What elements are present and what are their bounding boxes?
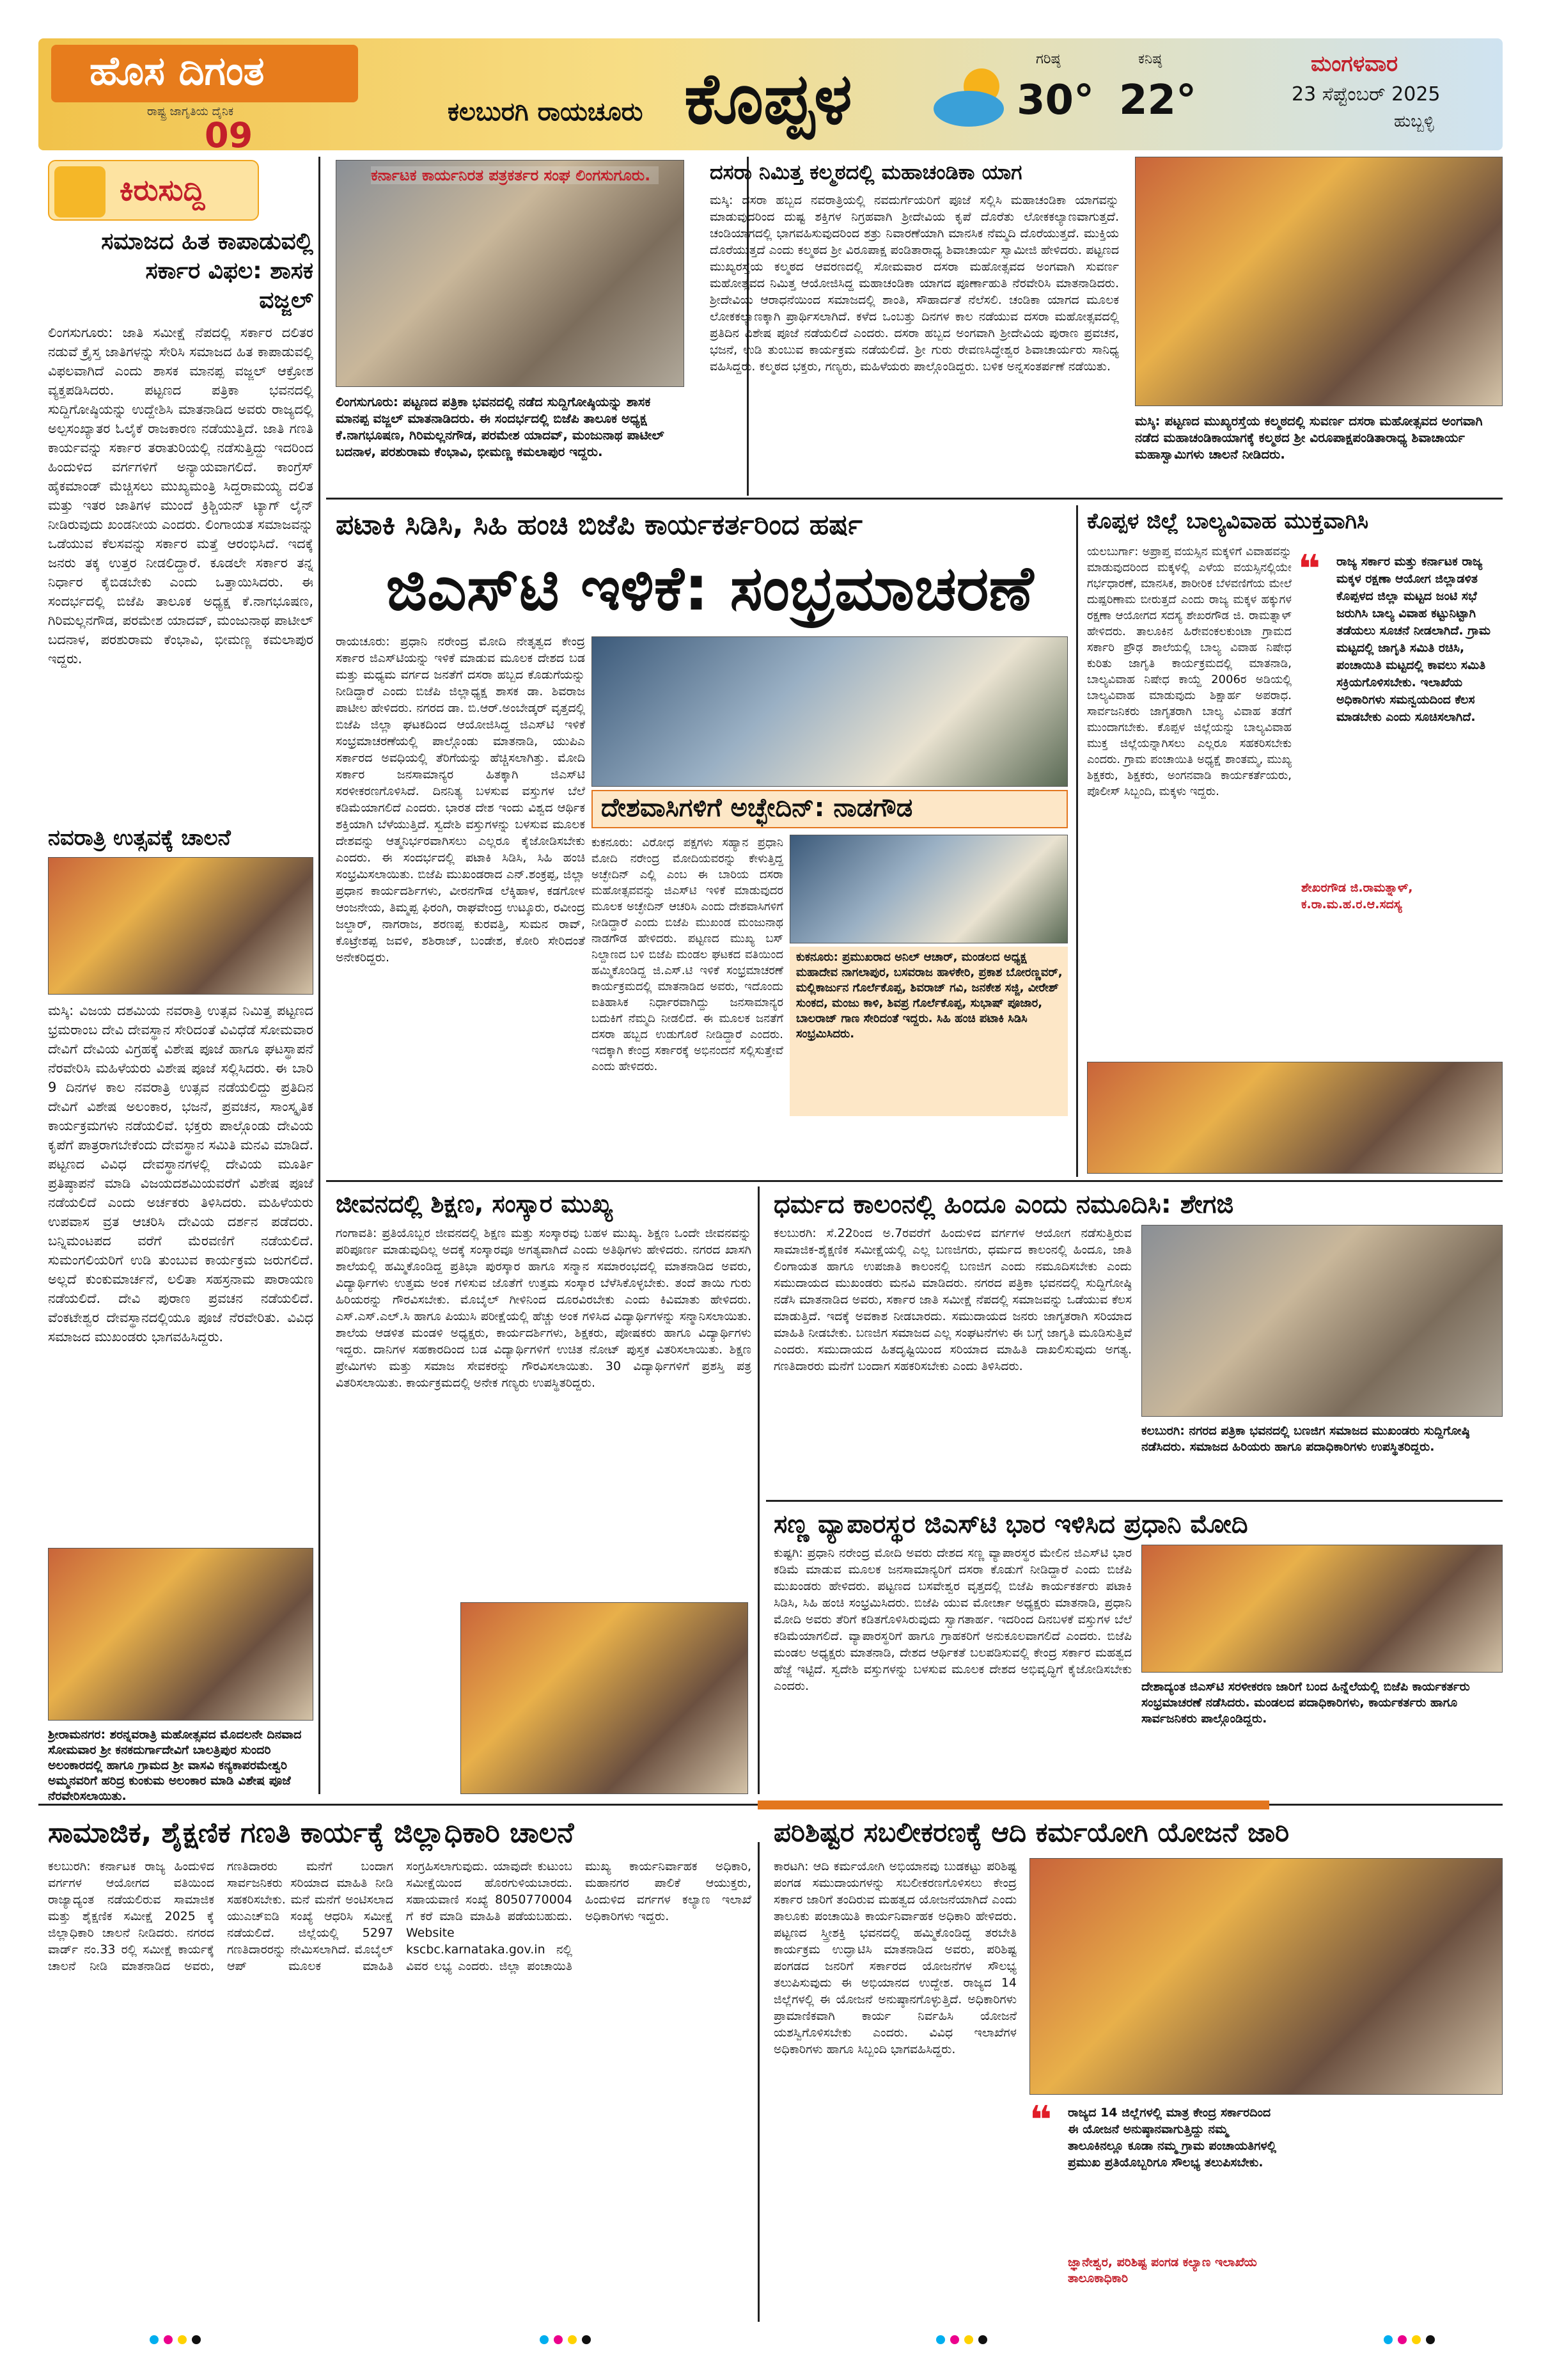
- quote-icon: ❝: [1298, 547, 1321, 592]
- max-temp: 30°: [1017, 77, 1095, 124]
- gst-headline: ಜಿಎಸ್‌ಟಿ ಇಳಿಕೆ: ಸಂಭ್ರಮಾಚರಣೆ: [386, 553, 1034, 624]
- press-meet-caption: ಲಿಂಗಸುಗೂರು: ಪಟ್ಟಣದ ಪತ್ರಿಕಾ ಭವನದಲ್ಲಿ ನಡೆದ ಸುದ್ದಿಗೋಷ್ಠಿಯನ್ನು ಶಾಸಕ ಮಾನಪ್ಪ ವಜ್ಜಲ್ ಮಾತನಾಡಿದರು. ಈ ಸಂದರ್ಭದಲ್ಲಿ ಬಿಜೆಪಿ ತಾಲೂಕ ಅಧ್ಯಕ್ಷ ಕೆ.ನಾಗಭೂಷಣ, ಗಿರಿಮಲ್ಲನಗೌಡ, ಪರಮೇಶ ಯಾದವ್, ಮಂಜುನಾಥ ಪಾಟೀಲ್ ಬದನಾಳ, ಪರಶುರಾಮ ಕೆಂಭಾವಿ, ಭೀಮಣ್ಣ ಕಮಲಾಪುರ ಇದ್ದರು.: [336, 394, 664, 459]
- education-body: ಗಂಗಾವತಿ: ಪ್ರತಿಯೊಬ್ಬರ ಜೀವನದಲ್ಲಿ ಶಿಕ್ಷಣ ಮತ್ತು ಸಂಸ್ಕಾರವು ಬಹಳ ಮುಖ್ಯ. ಶಿಕ್ಷಣ ಒಂದೇ ಜೀವನವನ್ನು ಪರಿಪೂರ್ಣ ಮಾಡುವುದಿಲ್ಲ ಅದಕ್ಕೆ ಸಂಸ್ಕಾರವೂ ಅಗತ್ಯವಾಗಿದೆ ಎಂದು ಅತಿಥಿಗಳು ಹೇಳಿದರು. ನಗರದ ಖಾಸಗಿ ಶಾಲೆಯಲ್ಲಿ ಹಮ್ಮಿಕೊಂಡಿದ್ದ ಪ್ರತಿಭಾ ಪುರಸ್ಕಾರ ಹಾಗೂ ಸನ್ಮಾನ ಸಮಾರಂಭದಲ್ಲಿ ಮಾತನಾಡಿದ ಅವರು, ವಿದ್ಯಾರ್ಥಿಗಳು ಉತ್ತಮ ಅಂಕ ಗಳಿಸುವ ಜೊತೆಗೆ ಉತ್ತಮ ಸಂಸ್ಕಾರ ಬೆಳೆಸಿಕೊಳ್ಳಬೇಕು. ತಂದೆ ತಾಯಿ ಗುರು ಹಿರಿಯರನ್ನು ಗೌರವಿಸಬೇಕು. ಮೊಬೈಲ್ ಗೀಳಿನಿಂದ ದೂರವಿರಬೇಕು ಎಂದು ಕಿವಿಮಾತು ಹೇಳಿದರು. ಎಸ್.ಎಸ್.ಎಲ್.ಸಿ ಹಾಗೂ ಪಿಯುಸಿ ಪರೀಕ್ಷೆಯಲ್ಲಿ ಹೆಚ್ಚು ಅಂಕ ಗಳಿಸಿದ ವಿದ್ಯಾರ್ಥಿಗಳನ್ನು ಸನ್ಮಾನಿಸಲಾಯಿತು. ಶಾಲೆಯ ಆಡಳಿತ ಮಂಡಳಿ ಅಧ್ಯಕ್ಷರು, ಕಾರ್ಯದರ್ಶಿಗಳು, ಶಿಕ್ಷಕರು, ಪೋಷಕರು ಹಾಗೂ ವಿದ್ಯಾರ್ಥಿಗಳು ಇದ್ದರು. ದಾನಿಗಳ ಸಹಕಾರದಿಂದ ಬಡ ವಿದ್ಯಾರ್ಥಿಗಳಿಗೆ ಉಚಿತ ನೋಟ್ ಪುಸ್ತಕ ವಿತರಿಸಲಾಯಿತು. ಶಿಕ್ಷಣ ಪ್ರೇಮಿಗಳು ಮತ್ತು ಸಮಾಜ ಸೇವಕರನ್ನು ಗೌರವಿಸಲಾಯಿತು. 30 ವಿದ್ಯಾರ್ಥಿಗಳಿಗೆ ಪ್ರಶಸ್ತಿ ಪತ್ರ ವಿತರಿಸಲಾಯಿತು. ಕಾರ್ಯಕ್ರಮದಲ್ಲಿ ಅನೇಕ ಗಣ್ಯರು ಉಪಸ್ಥಿತರಿದ್ದರು.: [336, 1226, 751, 1390]
- print-register-marks: [537, 2335, 593, 2347]
- rule: [318, 157, 320, 1794]
- yaga-caption: ಮಸ್ಕಿ: ಪಟ್ಟಣದ ಮುಖ್ಯರಸ್ತೆಯ ಕಲ್ಮಠದಲ್ಲಿ ಸುವರ್ಣ ದಸರಾ ಮಹೋತ್ಸವದ ಅಂಗವಾಗಿ ನಡೆದ ಮಹಾಚಂಡಿಕಾಯಾಗಕ್ಕೆ ಕಲ್ಮಠದ ಶ್ರೀ ವಿರೂಪಾಕ್ಷಪಂಡಿತಾರಾಧ್ಯ ಶಿವಾಚಾರ್ಯ ಮಹಾಸ್ವಾಮಿಗಳು ಚಾಲನೆ ನೀಡಿದರು.: [1135, 413, 1483, 462]
- issue-city: ಹುಬ್ಬಳ್ಳಿ: [1394, 112, 1434, 131]
- koppal-quote-author: ಶೇಖರಗೌಡ ಜಿ.ರಾಮತ್ನಾಳ್, ಕ.ರಾ.ಮ.ಹ.ರ.ಆ.ಸದಸ್ಯ: [1301, 881, 1413, 911]
- koppal-photo: [1087, 1062, 1503, 1174]
- issue-date: 23 ಸೆಪ್ಟೆಂಬರ್ 2025: [1292, 83, 1441, 106]
- story1-body: ಲಿಂಗಸುಗೂರು: ಜಾತಿ ಸಮೀಕ್ಷೆ ನೆಪದಲ್ಲಿ ಸರ್ಕಾರ ದಲಿತರ ನಡುವೆ ಕ್ರೈಸ್ತ ಜಾತಿಗಳನ್ನು ಸೇರಿಸಿ ಸಮಾಜದ ಹಿತ ಕಾಪಾಡುವಲ್ಲಿ ವಿಫಲವಾಗಿದೆ ಎಂದು ಶಾಸಕ ಮಾನಪ್ಪ ವಜ್ಜಲ್ ಆಕ್ರೋಶ ವ್ಯಕ್ತಪಡಿಸಿದರು. ಪಟ್ಟಣದ ಪತ್ರಿಕಾ ಭವನದಲ್ಲಿ ಸುದ್ದಿಗೋಷ್ಠಿಯನ್ನು ಉದ್ದೇಶಿಸಿ ಮಾತನಾಡಿದ ಅವರು ರಾಜ್ಯದಲ್ಲಿ ಅಲ್ಪಸಂಖ್ಯಾತರ ಓಲೈಕೆ ರಾಜಕಾರಣ ನಡೆಯುತ್ತಿದೆ. ಜಾತಿ ಗಣತಿ ಕಾರ್ಯವನ್ನು ಸರ್ಕಾರ ತರಾತುರಿಯಲ್ಲಿ ನಡೆಸುತ್ತಿದ್ದು ಇದರಿಂದ ಹಿಂದುಳಿದ ವರ್ಗಗಳಿಗೆ ಅನ್ಯಾಯವಾಗಲಿದೆ. ಕಾಂಗ್ರೆಸ್ ಹೈಕಮಾಂಡ್ ಮೆಚ್ಚಿಸಲು ಮುಖ್ಯಮಂತ್ರಿ ಸಿದ್ದರಾಮಯ್ಯ ದಲಿತ ಮತ್ತು ಇತರ ಜಾತಿಗಳ ಮುಂದೆ ಕ್ರಿಶ್ಚಿಯನ್ ಟ್ಯಾಗ್ ಲೈನ್ ನೀಡಿರುವುದು ಖಂಡನೀಯ ಎಂದರು. ಲಿಂಗಾಯತ ಸಮಾಜವನ್ನು ಒಡೆಯುವ ಕೆಲಸವನ್ನು ಸರ್ಕಾರ ಮತ್ತೆ ಆರಂಭಿಸಿದೆ. ಇದಕ್ಕೆ ಜನರು ತಕ್ಕ ಉತ್ತರ ನೀಡಲಿದ್ದಾರೆ. ಕೂಡಲೇ ಸರ್ಕಾರ ತನ್ನ ನಿರ್ಧಾರ ಕೈಬಿಡಬೇಕು ಎಂದು ಒತ್ತಾಯಿಸಿದರು. ಈ ಸಂದರ್ಭದಲ್ಲಿ ಬಿಜೆಪಿ ತಾಲೂಕ ಅಧ್ಯಕ್ಷ ಕೆ.ನಾಗಭೂಷಣ, ಗಿರಿಮಲ್ಲನಗೌಡ, ಪರಮೇಶ ಯಾದವ್, ಮಂಜುನಾಥ ಪಾಟೀಲ್ ಬದನಾಳ, ಪರಶುರಾಮ ಕೆಂಭಾವಿ, ಭೀಮಣ್ಣ ಕಮಲಾಪುರ ಇದ್ದರು.: [48, 325, 313, 666]
- brand-name: ಹೊಸ ದಿಗಂತ: [90, 47, 265, 94]
- gst-kicker: ಪಟಾಕಿ ಸಿಡಿಸಿ, ಸಿಹಿ ಹಂಚಿ ಬಿಜೆಪಿ ಕಾರ್ಯಕರ್ತರಿಂದ ಹರ್ಷ: [336, 508, 863, 541]
- karmayogi-photo: [1029, 1858, 1503, 2095]
- color-strip: [758, 1801, 1269, 1809]
- rule: [758, 1842, 760, 2322]
- education-headline: ಜೀವನದಲ್ಲಿ ಶಿಕ್ಷಣ, ಸಂಸ್ಕಾರ ಮುಖ್ಯ: [336, 1190, 613, 1218]
- yaga-photo: [1135, 157, 1503, 406]
- press-meet-photo: [336, 160, 684, 387]
- karmayogi-quote-author: ಜ್ಞಾನೇಶ್ವರ, ಪರಿಶಿಷ್ಟ ಪಂಗಡ ಕಲ್ಯಾಣ ಇಲಾಖೆಯ ತಾಲೂಕಾಧಿಕಾರಿ: [1068, 2255, 1257, 2285]
- rule: [1076, 505, 1078, 1177]
- goddess-caption: ಶ್ರೀರಾಮನಗರ: ಶರನ್ನವರಾತ್ರಿ ಮಹೋತ್ಸವದ ಮೊದಲನೇ ದಿನವಾದ ಸೋಮವಾರ ಶ್ರೀ ಕನಕದುರ್ಗಾದೇವಿಗೆ ಬಾಲತ್ರಿಪುರ ಸುಂದರಿ ಅಲಂಕಾರದಲ್ಲಿ ಹಾಗೂ ಗ್ರಾಮದ ಶ್ರೀ ವಾಸವಿ ಕನ್ಯಕಾಪರಮೇಶ್ವರಿ ಅಮ್ಮನವರಿಗೆ ಹರಿದ್ರ ಕುಂಕುಮ ಅಲಂಕಾರ ಮಾಡಿ ವಿಶೇಷ ಪೂಜೆ ನೆರವೇರಿಸಲಾಯಿತು.: [48, 1728, 302, 1803]
- masthead: [38, 38, 1503, 155]
- story2-photo: [48, 857, 313, 995]
- edition-cities: ಕಲಬುರಗಿ ರಾಯಚೂರು: [448, 97, 643, 127]
- kirusuddi-badge: [48, 160, 259, 221]
- quote-icon: ❝: [1029, 2098, 1052, 2143]
- gst-sub-body: ಕುಕನೂರು: ವಿರೋಧ ಪಕ್ಷಗಳು ಸಹ್ಯಾನ ಪ್ರಧಾನಿ ಮೋದಿ ನರೇಂದ್ರ ಮೋದಿಯವರನ್ನು ಕೇಳುತ್ತಿದ್ದ ಅಚ್ಛೇದಿನ್ ಎಲ್ಲಿ ಎಂಬ ಈ ಬಾರಿಯ ದಸರಾ ಮಹೋತ್ಸವವನ್ನು ಜಿಎಸ್‌ಟಿ ಇಳಿಕೆ ಮಾಡುವುದರ ಮೂಲಕ ಅಚ್ಛೇದಿನ್ ಆಚರಿಸಿ ಎಂದು ದೇಶವಾಸಿಗಳಿಗೆ ನೀಡಿದ್ದಾರೆ ಎಂದು ಬಿಜೆಪಿ ಮುಖಂಡ ಮಂಜುನಾಥ ನಾಡಗೌಡ ಹೇಳಿದರು. ಪಟ್ಟಣದ ಮುಖ್ಯ ಬಸ್ ನಿಲ್ದಾಣದ ಬಳಿ ಬಿಜೆಪಿ ಮಂಡಲ ಘಟಕದ ವತಿಯಿಂದ ಹಮ್ಮಿಕೊಂಡಿದ್ದ ಜಿ.ಎಸ್.ಟಿ ಇಳಿಕೆ ಸಂಭ್ರಮಾಚರಣೆ ಕಾರ್ಯಕ್ರಮದಲ್ಲಿ ಮಾತನಾಡಿದ ಅವರು, ಇದೊಂದು ಐತಿಹಾಸಿಕ ನಿರ್ಧಾರವಾಗಿದ್ದು ಜನಸಾಮಾನ್ಯರ ಬದುಕಿಗೆ ನೆಮ್ಮದಿ ನೀಡಲಿದೆ. ಈ ಮೂಲಕ ಜನತೆಗೆ ದಸರಾ ಹಬ್ಬದ ಉಡುಗೊರೆ ನೀಡಿದ್ದಾರೆ ಎಂದರು. ಇದಕ್ಕಾಗಿ ಕೇಂದ್ರ ಸರ್ಕಾರಕ್ಕೆ ಅಭಿನಂದನೆ ಸಲ್ಲಿಸುತ್ತೇವೆ ಎಂದು ಹೇಳಿದರು.: [591, 836, 783, 1073]
- max-label: ಗರಿಷ್ಠ: [1036, 51, 1061, 67]
- issue-day: ಮಂಗಳವಾರ: [1311, 51, 1398, 77]
- press-banner: ಕರ್ನಾಟಕ ಕಾರ್ಯನಿರತ ಪತ್ರಕರ್ತರ ಸಂಘ ಲಿಂಗಸುಗೂರು.: [371, 166, 659, 184]
- rule: [758, 1186, 760, 1794]
- edition-name: ಕೊಪ್ಪಳ: [684, 58, 852, 139]
- hindu-photo: [1141, 1225, 1503, 1417]
- gst-body: ರಾಯಚೂರು: ಪ್ರಧಾನಿ ನರೇಂದ್ರ ಮೋದಿ ನೇತೃತ್ವದ ಕೇಂದ್ರ ಸರ್ಕಾರ ಜಿಎಸ್‌ಟಿಯನ್ನು ಇಳಿಕೆ ಮಾಡುವ ಮೂಲಕ ದೇಶದ ಬಡ ಮತ್ತು ಮಧ್ಯಮ ವರ್ಗದ ಜನತೆಗೆ ದಸರಾ ಹಬ್ಬದ ಕೊಡುಗೆಯನ್ನು ನೀಡಿದ್ದಾರೆ ಎಂದು ಬಿಜೆಪಿ ಜಿಲ್ಲಾಧ್ಯಕ್ಷ ಶಾಸಕ ಡಾ. ಶಿವರಾಜ ಪಾಟೀಲ ಹೇಳಿದರು. ನಗರದ ಡಾ. ಬಿ.ಆರ್.ಅಂಬೇಡ್ಕರ್ ವೃತ್ತದಲ್ಲಿ ಬಿಜೆಪಿ ಜಿಲ್ಲಾ ಘಟಕದಿಂದ ಆಯೋಜಿಸಿದ್ದ ಜಿಎಸ್‌ಟಿ ಇಳಿಕೆ ಸಂಭ್ರಮಾಚರಣೆಯಲ್ಲಿ ಪಾಲ್ಗೊಂಡು ಮಾತನಾಡಿ, ಯುಪಿಎ ಸರ್ಕಾರದ ಅವಧಿಯಲ್ಲಿ ತೆರಿಗೆಯನ್ನು ಹೆಚ್ಚಿಸಲಾಗಿತ್ತು. ಮೋದಿ ಸರ್ಕಾರ ಜನಸಾಮಾನ್ಯರ ಹಿತಕ್ಕಾಗಿ ಜಿಎಸ್‌ಟಿ ಸರಳೀಕರಣಗೊಳಿಸಿದೆ. ದಿನನಿತ್ಯ ಬಳಸುವ ವಸ್ತುಗಳ ಬೆಲೆ ಕಡಿಮೆಯಾಗಲಿದೆ ಎಂದರು. ಭಾರತ ದೇಶ ಇಂದು ವಿಶ್ವದ ಆರ್ಥಿಕ ಶಕ್ತಿಯಾಗಿ ಬೆಳೆಯುತ್ತಿದೆ. ಸ್ವದೇಶಿ ವಸ್ತುಗಳನ್ನು ಬಳಸುವ ಮೂಲಕ ದೇಶವನ್ನು ಆತ್ಮನಿರ್ಭರವಾಗಿಸಲು ಎಲ್ಲರೂ ಕೈಜೋಡಿಸಬೇಕು ಎಂದರು. ಈ ಸಂದರ್ಭದಲ್ಲಿ ಪಟಾಕಿ ಸಿಡಿಸಿ, ಸಿಹಿ ಹಂಚಿ ಸಂಭ್ರಮಿಸಲಾಯಿತು. ಬಿಜೆಪಿ ಮುಖಂಡರಾದ ಎನ್.ಶಂಕ್ರಪ್ಪ, ಜಿಲ್ಲಾ ಪ್ರಧಾನ ಕಾರ್ಯದರ್ಶಿಗಳು, ವೀರನಗೌಡ ಲೆಕ್ಕಿಹಾಳ, ಕಡಗೋಳ ಆಂಜನೇಯ, ತಿಮ್ಮಪ್ಪ ಫಿರಂಗಿ, ರಾಘವೇಂದ್ರ ಉಟ್ಕೂರು, ರವೀಂದ್ರ ಜಲ್ದಾರ್, ನಾಗರಾಜ, ಶರಣಪ್ಪ ಕುರವತ್ತಿ, ಸುಮನ ರಾವ್, ಕೊಟ್ರೇಶಪ್ಪ ಜವಳಿ, ಶಶಿರಾಜ್, ಬಂಡೇಶ, ಕೋರಿ ಸೇರಿದಂತೆ ಅನೇಕರಿದ್ದರು.: [336, 634, 585, 965]
- weather-icon: [930, 61, 1013, 131]
- gst-sub-headline: ದೇಶವಾಸಿಗಳಿಗೆ ಅಚ್ಛೇದಿನ್: ನಾಡಗೌಡ: [601, 793, 913, 823]
- trader-caption: ದೇಶಾದ್ಯಂತ ಜಿಎಸ್‌ಟಿ ಸರಳೀಕರಣ ಜಾರಿಗೆ ಬಂದ ಹಿನ್ನೆಲೆಯಲ್ಲಿ ಬಿಜೆಪಿ ಕಾರ್ಯಕರ್ತರು ಸಂಭ್ರಮಾಚರಣೆ ನಡೆಸಿದರು. ಮಂಡಲದ ಪದಾಧಿಕಾರಿಗಳು, ಕಾರ್ಯಕರ್ತರು ಹಾಗೂ ಸಾರ್ವಜನಿಕರು ಪಾಲ್ಗೊಂಡಿದ್ದರು.: [1141, 1680, 1470, 1726]
- karmayogi-headline: ಪರಿಶಿಷ್ಟರ ಸಬಲೀಕರಣಕ್ಕೆ ಆದಿ ಕರ್ಮಯೋಗಿ ಯೋಜನೆ ಜಾರಿ: [774, 1817, 1290, 1848]
- print-register-marks: [1381, 2335, 1437, 2347]
- dasara-headline: ದಸರಾ ನಿಮಿತ್ತ ಕಲ್ಮಠದಲ್ಲಿ ಮಹಾಚಂಡಿಕಾ ಯಾಗ: [710, 160, 1022, 184]
- census-headline: ಸಾಮಾಜಿಕ, ಶೈಕ್ಷಣಿಕ ಗಣತಿ ಕಾರ್ಯಕ್ಕೆ ಜಿಲ್ಲಾಧಿಕಾರಿ ಚಾಲನೆ: [48, 1817, 574, 1849]
- koppal-headline: ಕೊಪ್ಪಳ ಜಿಲ್ಲೆ ಬಾಲ್ಯವಿವಾಹ ಮುಕ್ತವಾಗಿಸಿ: [1087, 508, 1369, 534]
- goddess-photo: [48, 1548, 313, 1721]
- census-body: ಕಲಬುರಗಿ: ಕರ್ನಾಟಕ ರಾಜ್ಯ ಹಿಂದುಳಿದ ವರ್ಗಗಳ ಆಯೋಗದ ವತಿಯಿಂದ ರಾಜ್ಯಾದ್ಯಂತ ನಡೆಯಲಿರುವ ಸಾಮಾಜಿಕ ಮತ್ತು ಶೈಕ್ಷಣಿಕ ಸಮೀಕ್ಷೆ 2025 ಕ್ಕೆ ಜಿಲ್ಲಾಧಿಕಾರಿ ಚಾಲನೆ ನೀಡಿದರು. ನಗರದ ವಾರ್ಡ್ ನಂ.33 ರಲ್ಲಿ ಸಮೀಕ್ಷೆ ಕಾರ್ಯಕ್ಕೆ ಚಾಲನೆ ನೀಡಿ ಮಾತನಾಡಿದ ಅವರು, ಗಣತಿದಾರರು ಮನೆಗೆ ಬಂದಾಗ ಸಾರ್ವಜನಿಕರು ಸರಿಯಾದ ಮಾಹಿತಿ ನೀಡಿ ಸಹಕರಿಸಬೇಕು. ಮನೆ ಮನೆಗೆ ಅಂಟಿಸಲಾದ ಯುಎಚ್‌ಐಡಿ ಸಂಖ್ಯೆ ಆಧರಿಸಿ ಸಮೀಕ್ಷೆ ನಡೆಯಲಿದೆ. ಜಿಲ್ಲೆಯಲ್ಲಿ 5297 ಗಣತಿದಾರರನ್ನು ನೇಮಿಸಲಾಗಿದೆ. ಮೊಬೈಲ್ ಆಪ್ ಮೂಲಕ ಮಾಹಿತಿ ಸಂಗ್ರಹಿಸಲಾಗುವುದು. ಯಾವುದೇ ಕುಟುಂಬ ಸಮೀಕ್ಷೆಯಿಂದ ಹೊರಗುಳಿಯಬಾರದು. ಸಹಾಯವಾಣಿ ಸಂಖ್ಯೆ 8050770004 ಗೆ ಕರೆ ಮಾಡಿ ಮಾಹಿತಿ ಪಡೆಯಬಹುದು. Website kscbc.karnataka.gov.in ನಲ್ಲಿ ವಿವರ ಲಭ್ಯ ಎಂದರು. ಜಿಲ್ಲಾ ಪಂಚಾಯಿತಿ ಮುಖ್ಯ ಕಾರ್ಯನಿರ್ವಾಹಕ ಅಧಿಕಾರಿ, ಮಹಾನಗರ ಪಾಲಿಕೆ ಆಯುಕ್ತರು, ಹಿಂದುಳಿದ ವರ್ಗಗಳ ಕಲ್ಯಾಣ ಇಲಾಖೆ ಅಧಿಕಾರಿಗಳು ಇದ್ದರು.: [48, 1859, 751, 1973]
- rule: [766, 1500, 1503, 1502]
- story1-headline: ಸಮಾಜದ ಹಿತ ಕಾಪಾಡುವಲ್ಲಿ ಸರ್ಕಾರ ವಿಫಲ: ಶಾಸಕ ವಜ್ಜಲ್: [101, 228, 313, 313]
- hindu-caption: ಕಲಬುರಗಿ: ನಗರದ ಪತ್ರಿಕಾ ಭವನದಲ್ಲಿ ಬಣಜಿಗ ಸಮಾಜದ ಮುಖಂಡರು ಸುದ್ದಿಗೋಷ್ಠಿ ನಡೆಸಿದರು. ಸಮಾಜದ ಹಿರಿಯರು ಹಾಗೂ ಪದಾಧಿಕಾರಿಗಳು ಉಪಸ್ಥಿತರಿದ್ದರು.: [1141, 1424, 1470, 1454]
- hand-icon: [54, 166, 106, 217]
- trader-photo: [1141, 1545, 1503, 1673]
- min-temp: 22°: [1119, 77, 1197, 124]
- trader-headline: ಸಣ್ಣ ವ್ಯಾಪಾರಸ್ಥರ ಜಿಎಸ್‌ಟಿ ಭಾರ ಇಳಿಸಿದ ಪ್ರಧಾನಿ ಮೋದಿ: [774, 1509, 1248, 1539]
- trader-body: ಕುಷ್ಟಗಿ: ಪ್ರಧಾನಿ ನರೇಂದ್ರ ಮೋದಿ ಅವರು ದೇಶದ ಸಣ್ಣ ವ್ಯಾಪಾರಸ್ಥರ ಮೇಲಿನ ಜಿಎಸ್‌ಟಿ ಭಾರ ಕಡಿಮೆ ಮಾಡುವ ಮೂಲಕ ಜನಸಾಮಾನ್ಯರಿಗೆ ದಸರಾ ಕೊಡುಗೆ ನೀಡಿದ್ದಾರೆ ಎಂದು ಬಿಜೆಪಿ ಮುಖಂಡರು ಹೇಳಿದರು. ಪಟ್ಟಣದ ಬಸವೇಶ್ವರ ವೃತ್ತದಲ್ಲಿ ಬಿಜೆಪಿ ಕಾರ್ಯಕರ್ತರು ಪಟಾಕಿ ಸಿಡಿಸಿ, ಸಿಹಿ ಹಂಚಿ ಸಂಭ್ರಮಿಸಿದರು. ಬಿಜೆಪಿ ಯುವ ಮೋರ್ಚಾ ಅಧ್ಯಕ್ಷರು ಮಾತನಾಡಿ, ಪ್ರಧಾನಿ ಮೋದಿ ಅವರು ತೆರಿಗೆ ಕಡಿತಗೊಳಿಸಿರುವುದು ಸ್ವಾಗತಾರ್ಹ. ಇದರಿಂದ ದಿನಬಳಕೆ ವಸ್ತುಗಳ ಬೆಲೆ ಕಡಿಮೆಯಾಗಲಿದೆ. ವ್ಯಾಪಾರಸ್ಥರಿಗೆ ಹಾಗೂ ಗ್ರಾಹಕರಿಗೆ ಅನುಕೂಲವಾಗಲಿದೆ ಎಂದರು. ಬಿಜೆಪಿ ಮಂಡಲ ಅಧ್ಯಕ್ಷರು ಮಾತನಾಡಿ, ದೇಶದ ಆರ್ಥಿಕತೆ ಬಲಪಡಿಸುವಲ್ಲಿ ಕೇಂದ್ರ ಸರ್ಕಾರ ಮಹತ್ವದ ಹೆಜ್ಜೆ ಇಟ್ಟಿದೆ. ಸ್ವದೇಶಿ ವಸ್ತುಗಳನ್ನು ಬಳಸುವ ಮೂಲಕ ದೇಶದ ಅಭಿವೃದ್ಧಿಗೆ ಕೈಜೋಡಿಸಬೇಕು ಎಂದರು.: [774, 1546, 1132, 1693]
- koppal-body: ಯಲಬುರ್ಗಾ: ಅಪ್ರಾಪ್ತ ವಯಸ್ಸಿನ ಮಕ್ಕಳಿಗೆ ವಿವಾಹವನ್ನು ಮಾಡುವುದರಿಂದ ಮಕ್ಕಳಲ್ಲಿ ಎಳೆಯ ವಯಸ್ಸಿನಲ್ಲಿಯೇ ಗರ್ಭಧಾರಣೆ, ಮಾನಸಿಕ, ಶಾರೀರಿಕ ಬೆಳವಣಿಗೆಯ ಮೇಲೆ ದುಷ್ಪರಿಣಾಮ ಬೀರುತ್ತದೆ ಎಂದು ರಾಜ್ಯ ಮಕ್ಕಳ ಹಕ್ಕುಗಳ ರಕ್ಷಣಾ ಆಯೋಗದ ಸದಸ್ಯ ಶೇಖರಗೌಡ ಜಿ. ರಾಮತ್ನಾಳ್ ಹೇಳಿದರು. ತಾಲೂಕಿನ ಹಿರೇವಂಕಲಕುಂಟಾ ಗ್ರಾಮದ ಸರ್ಕಾರಿ ಪ್ರೌಢ ಶಾಲೆಯಲ್ಲಿ ಬಾಲ್ಯ ವಿವಾಹ ನಿಷೇಧ ಕುರಿತು ಜಾಗೃತಿ ಕಾರ್ಯಕ್ರಮದಲ್ಲಿ ಮಾತನಾಡಿ, ಬಾಲ್ಯವಿವಾಹ ನಿಷೇಧ ಕಾಯ್ದೆ 2006ರ ಅಡಿಯಲ್ಲಿ ಬಾಲ್ಯವಿವಾಹ ಮಾಡುವುದು ಶಿಕ್ಷಾರ್ಹ ಅಪರಾಧ. ಸಾರ್ವಜನಿಕರು ಜಾಗೃತರಾಗಿ ಬಾಲ್ಯ ವಿವಾಹ ತಡೆಗೆ ಮುಂದಾಗಬೇಕು. ಕೊಪ್ಪಳ ಜಿಲ್ಲೆಯನ್ನು ಬಾಲ್ಯವಿವಾಹ ಮುಕ್ತ ಜಿಲ್ಲೆಯನ್ನಾಗಿಸಲು ಎಲ್ಲರೂ ಸಹಕರಿಸಬೇಕು ಎಂದರು. ಗ್ರಾಮ ಪಂಚಾಯಿತಿ ಅಧ್ಯಕ್ಷೆ ಶಾಂತಮ್ಮ, ಮುಖ್ಯ ಶಿಕ್ಷಕರು, ಶಿಕ್ಷಕರು, ಅಂಗನವಾಡಿ ಕಾರ್ಯಕರ್ತೆಯರು, ಪೊಲೀಸ್ ಸಿಬ್ಬಂದಿ, ಮಕ್ಕಳು ಇದ್ದರು.: [1087, 545, 1292, 798]
- koppal-quote: ರಾಜ್ಯ ಸರ್ಕಾರ ಮತ್ತು ಕರ್ನಾಟಕ ರಾಜ್ಯ ಮಕ್ಕಳ ರಕ್ಷಣಾ ಆಯೋಗ ಜಿಲ್ಲಾಡಳಿತ ಕೊಪ್ಪಳದ ಜಿಲ್ಲಾ ಮಟ್ಟದ ಜಂಟಿ ಸಭೆ ಜರುಗಿಸಿ ಬಾಲ್ಯ ವಿವಾಹ ಕಟ್ಟುನಿಟ್ಟಾಗಿ ತಡೆಯಲು ಸೂಚನೆ ನೀಡಲಾಗಿದೆ. ಗ್ರಾಮ ಮಟ್ಟದಲ್ಲಿ ಜಾಗೃತಿ ಸಮಿತಿ ರಚಿಸಿ, ಪಂಚಾಯಿತಿ ಮಟ್ಟದಲ್ಲಿ ಕಾವಲು ಸಮಿತಿ ಸಕ್ರಿಯಗೊಳಿಸಬೇಕು. ಇಲಾಖೆಯ ಅಧಿಕಾರಿಗಳು ಸಮನ್ವಯದಿಂದ ಕೆಲಸ ಮಾಡಬೇಕು ಎಂದು ಸೂಚಿಸಲಾಗಿದೆ.: [1336, 555, 1491, 724]
- hindu-headline: ಧರ್ಮದ ಕಾಲಂನಲ್ಲಿ ಹಿಂದೂ ಎಂದು ನಮೂದಿಸಿ: ಶೇಗಜಿ: [774, 1190, 1234, 1219]
- story2-headline: ನವರಾತ್ರಿ ಉತ್ಸವಕ್ಕೆ ಚಾಲನೆ: [48, 825, 231, 851]
- hindu-body: ಕಲಬುರಗಿ: ಸೆ.22ರಿಂದ ಅ.7ರವರೆಗೆ ಹಿಂದುಳಿದ ವರ್ಗಗಳ ಆಯೋಗ ನಡೆಸುತ್ತಿರುವ ಸಾಮಾಜಿಕ-ಶೈಕ್ಷಣಿಕ ಸಮೀಕ್ಷೆಯಲ್ಲಿ ಎಲ್ಲ ಬಣಜಿಗರು, ಧರ್ಮದ ಕಾಲಂನಲ್ಲಿ ಹಿಂದೂ, ಜಾತಿ ಲಿಂಗಾಯತ ಹಾಗೂ ಉಪಜಾತಿ ಕಾಲಂನಲ್ಲಿ ಬಣಜಿಗ ಎಂದು ನಮೂದಿಸಬೇಕು ಎಂದು ಸಮುದಾಯದ ಮುಖಂಡರು ಮನವಿ ಮಾಡಿದರು. ನಗರದ ಪತ್ರಿಕಾ ಭವನದಲ್ಲಿ ಸುದ್ದಿಗೋಷ್ಠಿ ನಡೆಸಿ ಮಾತನಾಡಿದ ಅವರು, ಸರ್ಕಾರ ಜಾತಿ ಸಮೀಕ್ಷೆ ನೆಪದಲ್ಲಿ ಸಮಾಜವನ್ನು ಒಡೆಯುವ ಕೆಲಸ ಮಾಡುತ್ತಿದೆ. ಇದಕ್ಕೆ ಅವಕಾಶ ನೀಡಬಾರದು. ಸಮುದಾಯದ ಜನರು ಜಾಗೃತರಾಗಿ ಸರಿಯಾದ ಮಾಹಿತಿ ನೀಡಬೇಕು. ಬಣಜಿಗ ಸಮಾಜದ ಎಲ್ಲ ಸಂಘಟನೆಗಳು ಈ ಬಗ್ಗೆ ಜಾಗೃತಿ ಮೂಡಿಸುತ್ತಿವೆ ಎಂದರು. ಸಮುದಾಯದ ಹಿತದೃಷ್ಟಿಯಿಂದ ಸರಿಯಾದ ಮಾಹಿತಿ ದಾಖಲಿಸುವುದು ಅಗತ್ಯ. ಗಣತಿದಾರರು ಮನೆಗೆ ಬಂದಾಗ ಸಹಕರಿಸಬೇಕು ಎಂದು ತಿಳಿಸಿದರು.: [774, 1226, 1132, 1373]
- story2-body: ಮಸ್ಕಿ: ವಿಜಯ ದಶಮಿಯ ನವರಾತ್ರಿ ಉತ್ಸವ ನಿಮಿತ್ತ ಪಟ್ಟಣದ ಭ್ರಮರಾಂಬ ದೇವಿ ದೇವಸ್ಥಾನ ಸೇರಿದಂತೆ ವಿವಿಧೆಡೆ ಸೋಮವಾರ ದೇವಿಗೆ ದೇವಿಯ ವಿಗ್ರಹಕ್ಕೆ ವಿಶೇಷ ಪೂಜೆ ಹಾಗೂ ಘಟಸ್ಥಾಪನೆ ನೆರವೇರಿಸಿ ಮಹಿಳೆಯರು ವಿಶೇಷ ಪೂಜೆ ಸಲ್ಲಿಸಿದರು. ಈ ಬಾರಿ 9 ದಿನಗಳ ಕಾಲ ನವರಾತ್ರಿ ಉತ್ಸವ ನಡೆಯಲಿದ್ದು ಪ್ರತಿದಿನ ದೇವಿಗೆ ವಿಶೇಷ ಅಲಂಕಾರ, ಭಜನೆ, ಪ್ರವಚನ, ಸಾಂಸ್ಕೃತಿಕ ಕಾರ್ಯಕ್ರಮಗಳು ನಡೆಯಲಿವೆ. ಭಕ್ತರು ಪಾಲ್ಗೊಂಡು ದೇವಿಯ ಕೃಪೆಗೆ ಪಾತ್ರರಾಗಬೇಕೆಂದು ದೇವಸ್ಥಾನ ಸಮಿತಿ ಮನವಿ ಮಾಡಿದೆ. ಪಟ್ಟಣದ ವಿವಿಧ ದೇವಸ್ಥಾನಗಳಲ್ಲಿ ದೇವಿಯ ಮೂರ್ತಿ ಪ್ರತಿಷ್ಠಾಪನೆ ಮಾಡಿ ವಿಜಯದಶಮಿಯವರೆಗೆ ವಿಶೇಷ ಪೂಜೆ ನಡೆಯಲಿದೆ ಎಂದು ಅರ್ಚಕರು ತಿಳಿಸಿದರು. ಮಹಿಳೆಯರು ಉಪವಾಸ ವ್ರತ ಆಚರಿಸಿ ದೇವಿಯ ದರ್ಶನ ಪಡೆದರು. ಬನ್ನಿಮಂಟಪದ ವರೆಗೆ ಮೆರವಣಿಗೆ ನಡೆಯಲಿದೆ. ಸುಮಂಗಲಿಯರಿಗೆ ಉಡಿ ತುಂಬುವ ಕಾರ್ಯಕ್ರಮ ಜರುಗಲಿದೆ. ಅಲ್ಲದೆ ಕುಂಕುಮಾರ್ಚನೆ, ಲಲಿತಾ ಸಹಸ್ರನಾಮ ಪಾರಾಯಣ ನಡೆಯಲಿದೆ. ದೇವಿ ಪುರಾಣ ಪ್ರವಚನ ನಡೆಯಲಿದೆ. ವೆಂಕಟೇಶ್ವರ ದೇವಸ್ಥಾನದಲ್ಲಿಯೂ ಪೂಜೆ ನೆರವೇರಿತು. ವಿವಿಧ ಸಮಾಜದ ಮುಖಂಡರು ಭಾಗವಹಿಸಿದ್ದರು.: [48, 1003, 313, 1344]
- karmayogi-quote: ರಾಜ್ಯದ 14 ಜಿಲ್ಲೆಗಳಲ್ಲಿ ಮಾತ್ರ ಕೇಂದ್ರ ಸರ್ಕಾರದಿಂದ ಈ ಯೋಜನೆ ಅನುಷ್ಠಾನವಾಗುತ್ತಿದ್ದು ನಮ್ಮ ತಾಲೂಕಿನಲ್ಲೂ ಕೂಡಾ ನಮ್ಮ ಗ್ರಾಮ ಪಂಚಾಯತಿಗಳಲ್ಲಿ ಪ್ರಮುಖ ಪ್ರತಿಯೊಬ್ಬರಿಗೂ ಸೌಲಭ್ಯ ತಲುಪಿಸಬೇಕು.: [1068, 2106, 1277, 2170]
- gst-photo-2-caption: ಕುಕನೂರು: ಪ್ರಮುಖರಾದ ಅನಿಲ್ ಆಚಾರ್, ಮಂಡಲದ ಅಧ್ಯಕ್ಷ ಮಹಾದೇವ ನಾಗಲಾಪುರ, ಬಸವರಾಜ ಹಾಳಕೇರಿ, ಪ್ರಕಾಶ ಬೋರಣ್ಣವರ್, ಮಲ್ಲಿಕಾರ್ಜುನ ಗೊರ್ಲೆಕೊಪ್ಪ, ಶಿವರಾಜ್ ಗವಿ, ಜನಕೇಶ ಸಜ್ಜಿ, ವೀರೇಶ್ ಸುಂಕದ, ಮಂಜು ಕಾಳಿ, ಶಿವಪ್ರ ಗೊರ್ಲೆಕೊಪ್ಪ, ಸುಭಾಷ್ ಪೂಜಾರ, ಬಾಲರಾಜ್ ಗಾಣ ಸೇರಿದಂತೆ ಇದ್ದರು. ಸಿಹಿ ಹಂಚಿ ಪಟಾಕಿ ಸಿಡಿಸಿ ಸಂಭ್ರಮಿಸಿದರು.: [796, 950, 1063, 1041]
- rule: [326, 1180, 1503, 1182]
- min-label: ಕನಿಷ್ಠ: [1138, 51, 1162, 67]
- kirusuddi-label: ಕಿರುಸುದ್ದಿ: [120, 173, 205, 207]
- education-photo: [460, 1602, 748, 1794]
- gst-photo-2: [790, 835, 1068, 943]
- dasara-body: ಮಸ್ಕಿ: ದಸರಾ ಹಬ್ಬದ ನವರಾತ್ರಿಯಲ್ಲಿ ನವದುರ್ಗೆಯರಿಗೆ ಪೂಜೆ ಸಲ್ಲಿಸಿ ಮಹಾಚಂಡಿಕಾ ಯಾಗವನ್ನು ಮಾಡುವುದರಿಂದ ದುಷ್ಟ ಶಕ್ತಿಗಳ ನಿಗ್ರಹವಾಗಿ ಶ್ರೀದೇವಿಯ ಕೃಪೆ ದೊರೆತು ಲೋಕಕಲ್ಯಾಣವಾಗುತ್ತದೆ. ಚಂಡಿಯಾಗದಲ್ಲಿ ಭಾಗವಹಿಸುವುದರಿಂದ ಶತ್ರು ನಿವಾರಣೆಯಾಗಿ ಮಾನಸಿಕ ನೆಮ್ಮದಿ ದೊರೆಯುತ್ತದೆ. ಮುಕ್ತಿಯ ದೊರೆಯುತ್ತದೆ ಎಂದು ಕಲ್ಮಠದ ಶ್ರೀ ವಿರೂಪಾಕ್ಷ ಪಂಡಿತಾರಾಧ್ಯ ಶಿವಾಚಾರ್ಯ ಸ್ವಾಮೀಜಿ ಹೇಳಿದರು. ಪಟ್ಟಣದ ಮುಖ್ಯರಸ್ತೆಯ ಕಲ್ಮಠದ ಆವರಣದಲ್ಲಿ ಸೋಮವಾರ ದಸರಾ ಮಹೋತ್ಸವದ ಅಂಗವಾಗಿ ಸುವರ್ಣ ಮಹೋತ್ಸವದ ನಿಮಿತ್ತ ಆಯೋಜಿಸಿದ್ದ ಮಹಾಚಂಡಿಕಾ ಯಾಗದ ಪೂರ್ಣಾಹುತಿ ನೆರವೇರಿಸಿ ಮಾತನಾಡಿದರು. ಶ್ರೀದೇವಿಯ ಆರಾಧನೆಯಿಂದ ಸಮಾಜದಲ್ಲಿ ಶಾಂತಿ, ಸೌಹಾರ್ದತೆ ನೆಲೆಸಲಿ. ಚಂಡಿಕಾ ಯಾಗದ ಮೂಲಕ ಲೋಕಕಲ್ಯಾಣಕ್ಕಾಗಿ ಪ್ರಾರ್ಥಿಸಲಾಗಿದೆ. ಕಳೆದ ಒಂಬತ್ತು ದಿನಗಳ ಕಾಲ ನಡೆಯುವ ದಸರಾ ಮಹೋತ್ಸವದಲ್ಲಿ ಪ್ರತಿದಿನ ವಿಶೇಷ ಪೂಜೆ ನಡೆಯಲಿದೆ ಎಂದರು. ದಸರಾ ಹಬ್ಬದ ಅಂಗವಾಗಿ ಶ್ರೀದೇವಿಯ ಪುರಾಣ ಪ್ರವಚನ, ಭಜನೆ, ಉಡಿ ತುಂಬುವ ಕಾರ್ಯಕ್ರಮ ನಡೆಯಲಿದೆ. ಶ್ರೀ ಗುರು ರೇವಣಸಿದ್ಧೇಶ್ವರ ಶಿವಾಚಾರ್ಯರು ಸಾನಿಧ್ಯ ವಹಿಸಿದ್ದರು. ಕಲ್ಮಠದ ಭಕ್ತರು, ಗಣ್ಯರು, ಮಹಿಳೆಯರು ಪಾಲ್ಗೊಂಡಿದ್ದರು. ಬಳಿಕ ಅನ್ನಸಂತರ್ಪಣೆ ನಡೆಯಿತು.: [710, 193, 1119, 374]
- gst-photo-main: [591, 636, 1068, 787]
- brand-tagline: ರಾಷ್ಟ್ರ ಜಾಗೃತಿಯ ದೈನಿಕ: [147, 105, 234, 118]
- print-register-marks: [147, 2335, 203, 2347]
- page-number: 09: [205, 115, 253, 155]
- print-register-marks: [934, 2335, 990, 2347]
- rule: [326, 498, 1503, 500]
- karmayogi-body: ಕಾರಟಗಿ: ಆದಿ ಕರ್ಮಯೋಗಿ ಅಭಿಯಾನವು ಬುಡಕಟ್ಟು ಪರಿಶಿಷ್ಟ ಪಂಗಡ ಸಮುದಾಯಗಳನ್ನು ಸಬಲೀಕರಣಗೊಳಿಸಲು ಕೇಂದ್ರ ಸರ್ಕಾರ ಜಾರಿಗೆ ತಂದಿರುವ ಮಹತ್ವದ ಯೋಜನೆಯಾಗಿದೆ ಎಂದು ತಾಲೂಕು ಪಂಚಾಯಿತಿ ಕಾರ್ಯನಿರ್ವಾಹಕ ಅಧಿಕಾರಿ ಹೇಳಿದರು. ಪಟ್ಟಣದ ಸ್ತ್ರೀಶಕ್ತಿ ಭವನದಲ್ಲಿ ಹಮ್ಮಿಕೊಂಡಿದ್ದ ತರಬೇತಿ ಕಾರ್ಯಕ್ರಮ ಉದ್ಘಾಟಿಸಿ ಮಾತನಾಡಿದ ಅವರು, ಪರಿಶಿಷ್ಟ ಪಂಗಡದ ಜನರಿಗೆ ಸರ್ಕಾರದ ಯೋಜನೆಗಳ ಸೌಲಭ್ಯ ತಲುಪಿಸುವುದು ಈ ಅಭಿಯಾನದ ಉದ್ದೇಶ. ರಾಜ್ಯದ 14 ಜಿಲ್ಲೆಗಳಲ್ಲಿ ಈ ಯೋಜನೆ ಅನುಷ್ಠಾನಗೊಳ್ಳುತ್ತಿದೆ. ಅಧಿಕಾರಿಗಳು ಪ್ರಾಮಾಣಿಕವಾಗಿ ಕಾರ್ಯ ನಿರ್ವಹಿಸಿ ಯೋಜನೆ ಯಶಸ್ವಿಗೊಳಿಸಬೇಕು ಎಂದರು. ವಿವಿಧ ಇಲಾಖೆಗಳ ಅಧಿಕಾರಿಗಳು ಹಾಗೂ ಸಿಬ್ಬಂದಿ ಭಾಗವಹಿಸಿದ್ದರು.: [774, 1859, 1017, 2056]
